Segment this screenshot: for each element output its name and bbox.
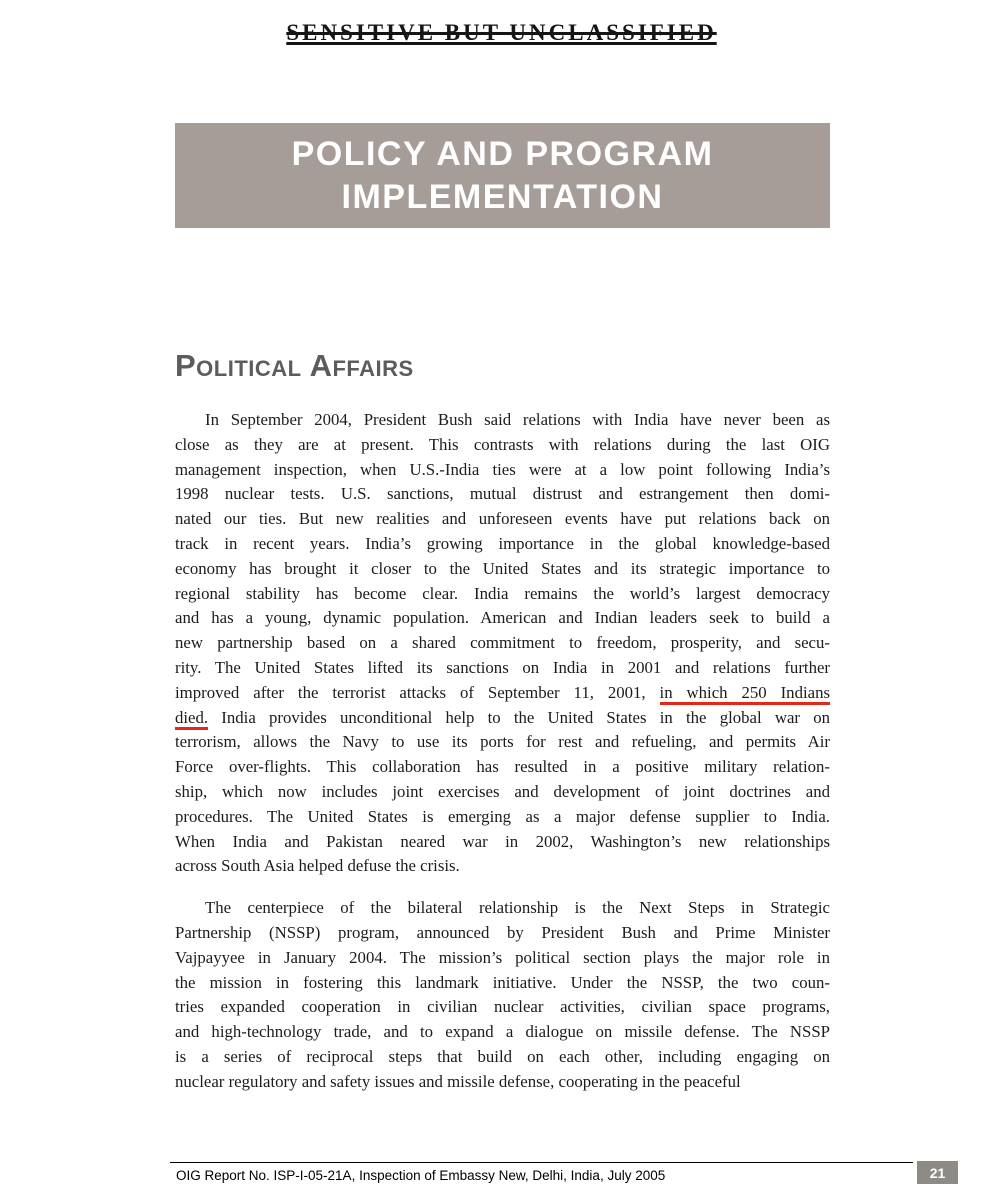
text-segment: procedures. The United States is emerging as a major defense supplier to India. bbox=[175, 806, 830, 826]
text-segment: the mission in fostering this landmark initiative. Under the NSSP, the two coun- bbox=[175, 972, 830, 992]
text-line bbox=[175, 532, 830, 557]
chapter-banner bbox=[175, 123, 830, 228]
text-segment: is a series of reciprocal steps that build on each other, including engaging on bbox=[175, 1046, 830, 1066]
text-segment: When India and Pakistan neared war in 2002, Washington’s new relationships bbox=[175, 831, 830, 851]
text-line bbox=[175, 755, 830, 780]
text-line bbox=[175, 830, 830, 855]
text-segment: terrorism, allows the Navy to use its ports for rest and refueling, and permits Air bbox=[175, 732, 830, 752]
text-segment: The centerpiece of the bilateral relationship is the Next Steps in Strategic bbox=[205, 898, 830, 918]
paragraph bbox=[175, 896, 830, 1094]
text-segment: improved after the terrorist attacks of September 11, 2001, bbox=[175, 682, 660, 702]
text-segment: across South Asia helped defuse the crisis. bbox=[175, 856, 460, 876]
text-line bbox=[175, 681, 830, 706]
classification-marking: SENSITIVE BUT UNCLASSIFIED bbox=[286, 20, 717, 45]
text-segment: track in recent years. India’s growing importance in the global knowledge-based bbox=[175, 533, 830, 553]
text-line bbox=[175, 706, 830, 731]
text-line bbox=[175, 408, 830, 433]
section-heading: Political Affairs bbox=[175, 348, 414, 383]
text-segment: rity. The United States lifted its sanctions on India in 2001 and relations further bbox=[175, 657, 830, 677]
red-underlined-text: died. bbox=[175, 708, 208, 730]
text-line bbox=[175, 606, 830, 631]
text-line bbox=[175, 631, 830, 656]
text-line bbox=[175, 582, 830, 607]
text-line bbox=[175, 730, 830, 755]
text-segment: nated our ties. But new realities and unforeseen events have put relations back on bbox=[175, 509, 830, 529]
text-segment: regional stability has become clear. India remains the world’s largest democracy bbox=[175, 583, 830, 603]
text-line bbox=[175, 780, 830, 805]
text-line bbox=[175, 1070, 830, 1095]
text-segment: India provides unconditional help to the United States in the global war on bbox=[208, 707, 830, 727]
banner-line-1: POLICY AND PROGRAM bbox=[291, 134, 714, 173]
text-line bbox=[175, 995, 830, 1020]
text-segment: 1998 nuclear tests. U.S. sanctions, mutual distrust and estrangement then domi- bbox=[175, 484, 830, 504]
text-segment: and has a young, dynamic population. American and Indian leaders seek to build a bbox=[175, 608, 830, 628]
text-line bbox=[175, 507, 830, 532]
text-segment: management inspection, when U.S.-India ties were at a low point following India’s bbox=[175, 459, 830, 479]
text-segment: ship, which now includes joint exercises and development of joint doctrines and bbox=[175, 781, 830, 801]
text-segment: tries expanded cooperation in civilian nuclear activities, civilian space programs, bbox=[175, 997, 830, 1017]
text-line bbox=[175, 458, 830, 483]
text-segment: Force over-flights. This collaboration has resulted in a positive military relation- bbox=[175, 757, 830, 777]
text-segment: Vajpayyee in January 2004. The mission’s political section plays the major role in bbox=[175, 947, 830, 967]
footer-report-line: OIG Report No. ISP-I-05-21A, Inspection of Embassy New, Delhi, India, July 2005 bbox=[176, 1168, 666, 1183]
text-line bbox=[175, 854, 830, 879]
body-paragraphs bbox=[175, 408, 830, 1095]
text-segment: close as they are at present. This contrasts with relations during the last OIG bbox=[175, 434, 830, 454]
banner-line-2: IMPLEMENTATION bbox=[341, 177, 664, 216]
text-segment: nuclear regulatory and safety issues and missile defense, cooperating in the peaceful bbox=[175, 1071, 741, 1091]
text-line bbox=[175, 482, 830, 507]
text-segment: and high-technology trade, and to expand a dialogue on missile defense. The NSSP bbox=[175, 1022, 830, 1042]
footer-divider bbox=[170, 1162, 913, 1163]
text-line bbox=[175, 433, 830, 458]
paragraph bbox=[175, 408, 830, 879]
text-line bbox=[175, 921, 830, 946]
text-segment: economy has brought it closer to the United States and its strategic importance to bbox=[175, 558, 830, 578]
page-number: 21 bbox=[929, 1164, 946, 1181]
text-line bbox=[175, 656, 830, 681]
text-line bbox=[175, 1020, 830, 1045]
red-underlined-text: in which 250 Indians bbox=[660, 683, 830, 705]
text-line bbox=[175, 896, 830, 921]
text-line bbox=[175, 971, 830, 996]
text-line bbox=[175, 557, 830, 582]
text-line bbox=[175, 946, 830, 971]
page-number-badge bbox=[917, 1161, 958, 1184]
text-segment: Partnership (NSSP) program, announced by President Bush and Prime Minister bbox=[175, 922, 830, 942]
text-line bbox=[175, 1045, 830, 1070]
text-line bbox=[175, 805, 830, 830]
text-segment: new partnership based on a shared commitment to freedom, prosperity, and secu- bbox=[175, 633, 830, 653]
text-segment: In September 2004, President Bush said relations with India have never been as bbox=[205, 410, 830, 429]
